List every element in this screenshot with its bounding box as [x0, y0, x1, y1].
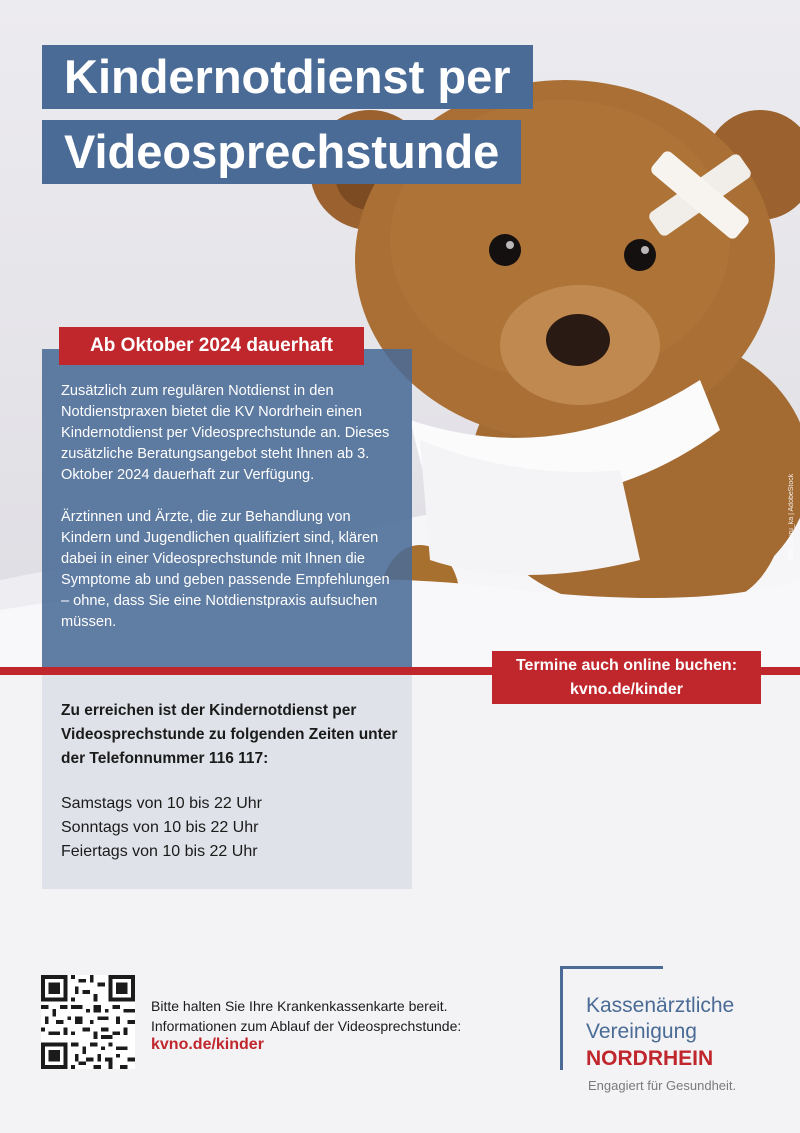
hours-item: Sonntags von 10 bis 22 Uhr — [61, 819, 259, 836]
qr-code-icon[interactable] — [41, 975, 135, 1069]
info-text — [61, 381, 401, 654]
footer-line-2: Informationen zum Ablauf der Videosprechstunde: — [151, 1018, 462, 1034]
logo-text-line-3: NORDRHEIN — [586, 1047, 714, 1070]
footer-instructions — [151, 996, 461, 1036]
date-badge: Ab Oktober 2024 dauerhaft — [59, 327, 364, 365]
page-title-line-1: Kindernotdienst per — [42, 45, 533, 109]
hours-item: Feiertags von 10 bis 22 Uhr — [61, 843, 258, 860]
hours-heading: Zu erreichen ist der Kindernotdienst per Videosprechstunde zu folgenden Zeiten unter der Telefonnummer 116 117: — [61, 702, 398, 767]
photo-credit: Bild: Shiru_ka | AdobeStock — [788, 473, 795, 560]
online-booking-label: Termine auch online buchen: — [515, 657, 738, 674]
footer-line-1: Bitte halten Sie Ihre Krankenkassenkarte bereit. — [151, 998, 448, 1014]
online-booking-box[interactable] — [492, 651, 761, 704]
page-title-line-2: Videosprechstunde — [42, 120, 521, 184]
online-booking-link[interactable]: kvno.de/kinder — [570, 681, 683, 698]
logo-tagline: Engagiert für Gesundheit. — [588, 1078, 737, 1093]
logo-text-line-2: Vereinigung — [586, 1020, 697, 1043]
logo-bracket — [560, 966, 663, 969]
logo-bracket — [560, 966, 563, 1070]
logo-text-line-1: Kassenärztliche — [586, 994, 735, 1017]
info-paragraph-2: Ärztinnen und Ärzte, die zur Behandlung von Kindern und Jugendlichen qualifiziert sind, klären dabei in einer Videosprechstunde mit Ihnen die Symptome ab und geben passende Empfehlungen – ohne, dass Sie eine Notdienstpraxis aufsuchen müssen. — [61, 509, 390, 630]
info-paragraph-1: Zusätzlich zum regulären Notdienst in den Notdienstpraxen bietet die KV Nordrhein einen Kindernotdienst per Videosprechstunde an. Dieses zusätzliche Beratungsangebot steht Ihnen ab 3. Oktober 2024 dauerhaft zur Verfügung. — [61, 383, 390, 483]
footer-link[interactable]: kvno.de/kinder — [151, 1036, 264, 1053]
hours-list — [61, 792, 381, 864]
hours-item: Samstags von 10 bis 22 Uhr — [61, 795, 262, 812]
